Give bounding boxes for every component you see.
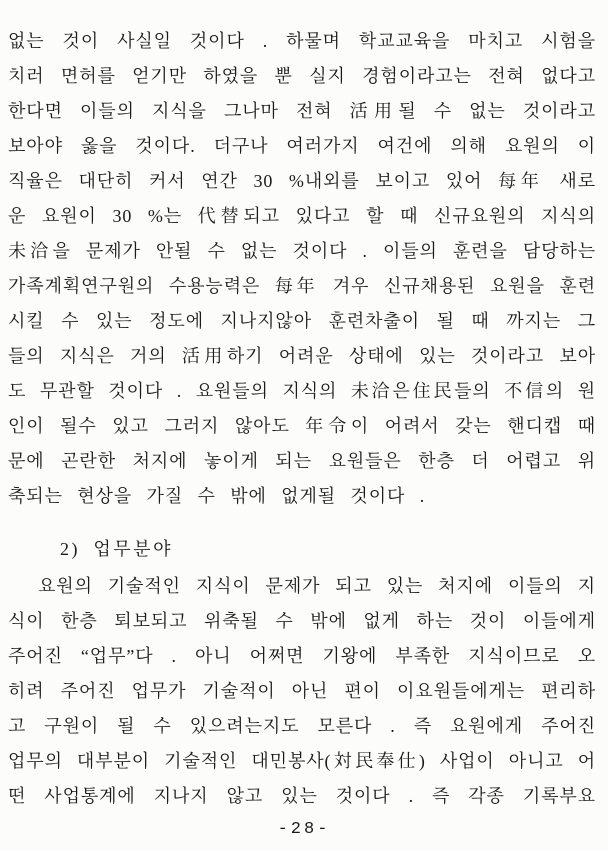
- page-number: -28-: [277, 820, 331, 839]
- text-line: 도 무관할 것이다 . 요원들의 지식의 未洽은住民들의 不信의 원: [8, 381, 596, 401]
- text-line: 직율은 대단히 커서 연간 30 %내외를 보이고 있어 每年 새로: [8, 171, 596, 191]
- section-heading: 2) 업무분야: [60, 539, 173, 559]
- text-line: 고 구원이 될 수 있으려는지도 모른다 . 즉 요원에게 주어진: [8, 716, 596, 736]
- text-line: 없는 것이 사실일 것이다 . 하물며 학교교육을 마치고 시험을: [8, 31, 596, 51]
- text-line: 떤 사업통계에 지나지 않고 있는 것이다 . 즉 각종 기록부요: [8, 786, 596, 806]
- text-line: 업무의 대부분이 기술적인 대민봉사(対民奉仕) 사업이 아니고 어: [8, 751, 596, 771]
- text-line: 히려 주어진 업무가 기술적이 아닌 편이 이요원들에게는 편리하: [8, 681, 596, 701]
- text-line: 한다면 이들의 지식을 그나마 전혀 活用될 수 없는 것이라고: [8, 101, 596, 121]
- text-line: 문에 곤란한 처지에 놓이게 되는 요원들은 한층 더 어렵고 위: [8, 451, 596, 471]
- paragraph-1: [8, 24, 596, 514]
- text-line: 시킬 수 있는 정도에 지나지않아 훈련차출이 될 때 까지는 그: [8, 311, 596, 331]
- text-line: 운 요원이 30 %는 代替되고 있다고 할 때 신규요원의 지식의: [8, 206, 596, 226]
- text-line: 주어진 “업무”다 . 아니 어쩌면 기왕에 부족한 지식이므로 오: [8, 646, 596, 666]
- text-line: 축되는 현상을 가질 수 밖에 없게될 것이다 .: [8, 486, 426, 506]
- text-line: 들의 지식은 거의 活用하기 어려운 상태에 있는 것이라고 보아: [8, 346, 596, 366]
- text-line: 인이 될수 있고 그러지 않아도 年令이 어려서 갖는 핸디캡 때: [8, 416, 596, 436]
- text-line: 가족계획연구원의 수용능력은 每年 겨우 신규채용된 요원을 훈련: [8, 276, 596, 296]
- text-line: 보아야 옳을 것이다. 더구나 여러가지 여건에 의해 요원의 이: [8, 136, 596, 156]
- text-line: 未洽을 문제가 안될 수 없는 것이다 . 이들의 훈련을 담당하는: [8, 241, 596, 261]
- text-line: 식이 한층 퇴보되고 위축될 수 밖에 없게 하는 것이 이들에게: [8, 611, 596, 631]
- text-line: 요원의 기술적인 지식이 문제가 되고 있는 처지에 이들의 지: [38, 576, 596, 596]
- paragraph-2: [8, 569, 596, 814]
- text-line: 치러 면허를 얻기만 하였을 뿐 실지 경험이라고는 전혀 없다고: [8, 66, 596, 86]
